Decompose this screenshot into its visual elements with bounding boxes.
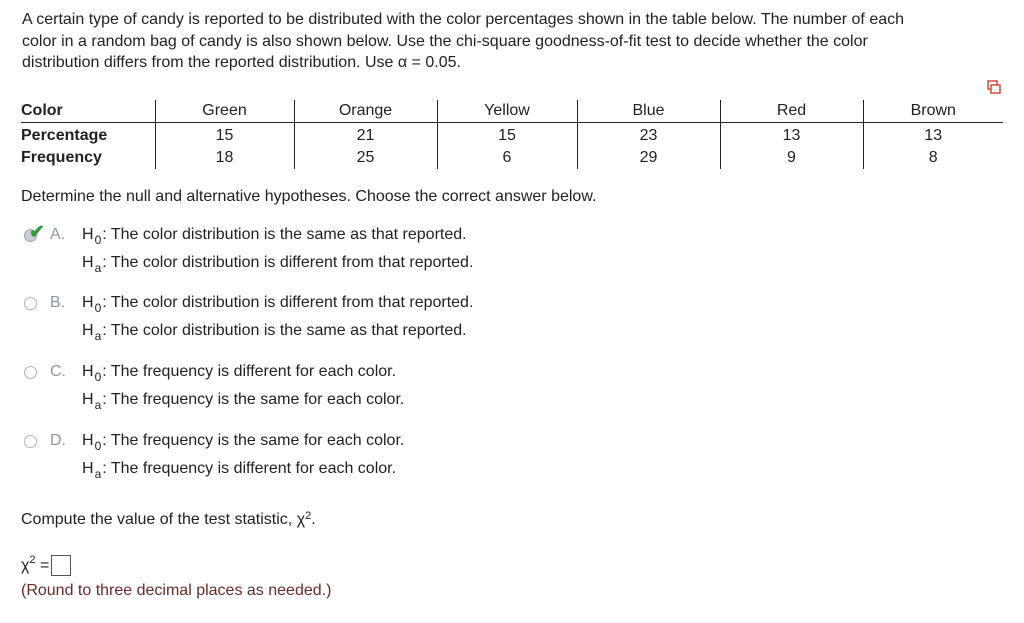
option-letter: B. [50,294,66,311]
answer-row: $\chi^2$ = [21,555,71,576]
table-cell: 13 [720,123,863,148]
option-letter: C. [50,363,66,380]
table-header-cell: Red [720,100,863,123]
checkmark-icon: ✔ [29,222,45,243]
table-cell: 15 [437,123,577,148]
table-cell: 8 [863,147,1003,169]
alt-hypothesis: $H_a$: The color distribution is the same as that reported. [82,322,467,343]
table-header-cell: Brown [863,100,1003,123]
null-hypothesis: $H_0$: The color distribution is different from that reported. [82,294,474,315]
table-row [21,147,1003,169]
copy-icon[interactable] [987,80,1001,94]
question-line-2: color in a random bag of candy is also shown below. Use the chi-square goodness-of-fit test to decide whether the color [22,32,868,50]
radio-button[interactable] [24,435,37,448]
table-header-cell: Yellow [437,100,577,123]
table-cell: 9 [720,147,863,169]
table-cell: 29 [577,147,720,169]
table-row [21,123,1003,148]
table-cell: 25 [294,147,437,169]
table-header-cell: Orange [294,100,437,123]
radio-button[interactable] [24,297,37,310]
null-hypothesis: $H_0$: The frequency is the same for each color. [82,432,405,453]
option-letter: A. [50,226,66,243]
answer-input[interactable] [51,555,71,576]
table-header-cell: Blue [577,100,720,123]
table-cell: 18 [155,147,294,169]
row-label: Percentage [21,127,108,144]
table-header-label: Color [21,100,155,123]
option-letter: D. [50,432,66,449]
radio-button[interactable] [24,366,37,379]
table-header-cell: Green [155,100,294,123]
hypothesis-prompt: Determine the null and alternative hypotheses. Choose the correct answer below. [21,188,597,205]
rounding-hint: (Round to three decimal places as needed.) [21,582,332,599]
alt-hypothesis: $H_a$: The color distribution is different from that reported. [82,254,474,275]
table-cell: 15 [155,123,294,148]
alt-hypothesis: $H_a$: The frequency is different for each color. [82,460,397,481]
question-line-3: distribution differs from the reported distribution. Use α = 0.05. [22,54,461,71]
color-distribution-table [21,100,1003,169]
null-hypothesis: $H_0$: The color distribution is the same as that reported. [82,226,467,247]
question-line-1: A certain type of candy is reported to be distributed with the color percentages shown in the table below. The number of each [22,11,905,28]
row-label: Frequency [21,149,102,166]
question-text [22,9,1012,74]
table-header-row [21,100,1003,123]
table-cell: 21 [294,123,437,148]
table-cell: 6 [437,147,577,169]
table-cell: 23 [577,123,720,148]
table-cell: 13 [863,123,1003,148]
statistic-prompt: Compute the value of the test statistic, $\chi^2$. [21,510,316,528]
null-hypothesis: $H_0$: The frequency is different for each color. [82,363,397,384]
alt-hypothesis: $H_a$: The frequency is the same for each color. [82,391,405,412]
